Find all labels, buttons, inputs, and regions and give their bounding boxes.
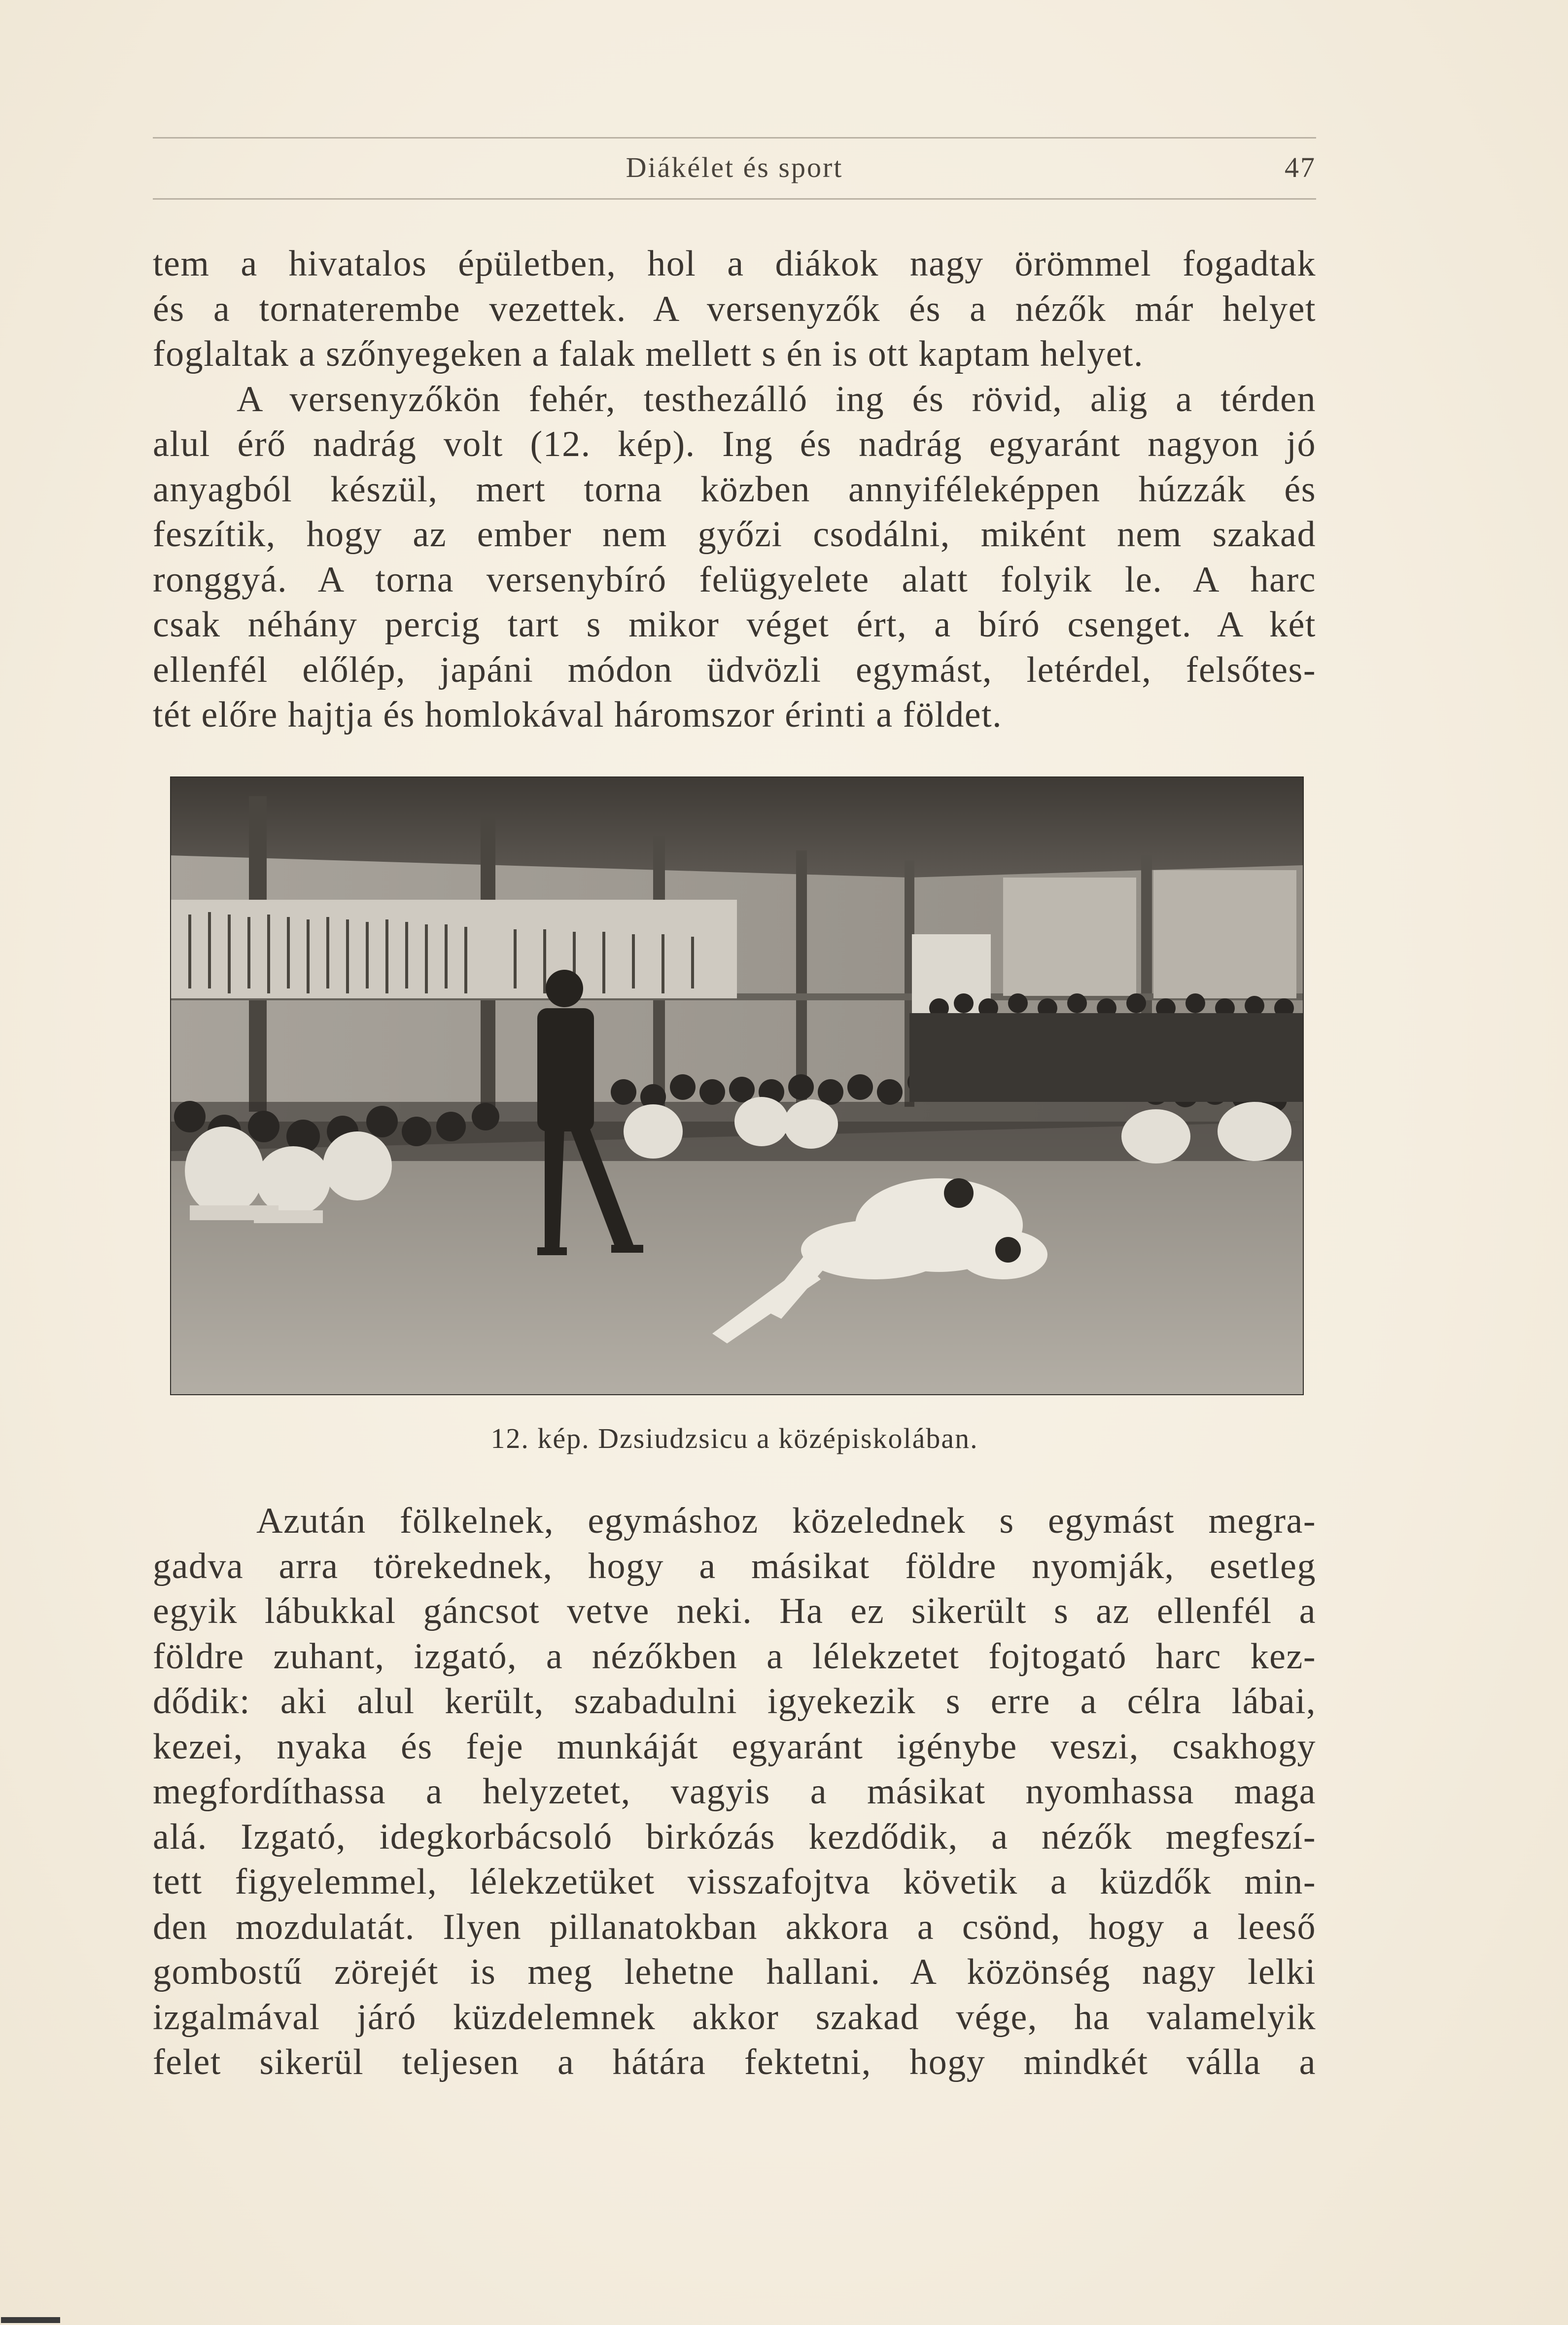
text-line: alul érő nadrág volt (12. kép). Ing és nadrág egyaránt nagyon jó	[153, 424, 1316, 464]
page-number: 47	[1285, 151, 1316, 183]
text-line: foglaltak a szőnyegeken a falak mellett s én is ott kaptam helyet.	[153, 334, 1144, 374]
text-line: tét előre hajtja és homlokával háromszor érinti a földet.	[153, 695, 1003, 735]
text-line: földre zuhant, izgató, a nézőkben a lélekzetet fojtogató harc kez-	[153, 1636, 1316, 1677]
text-line: alá. Izgató, idegkorbácsoló birkózás kezdődik, a nézők megfeszí-	[153, 1816, 1316, 1857]
text-line: ellenfél előlép, japáni módon üdvözli egymást, letérdel, felsőtes-	[153, 649, 1316, 690]
header-rule-bottom	[153, 198, 1316, 200]
text-line: ronggyá. A torna versenybíró felügyelete alatt folyik le. A harc	[153, 559, 1316, 600]
text-line: dődik: aki alul került, szabadulni igyekezik s erre a célra lábai,	[153, 1681, 1316, 1722]
text-line: kezei, nyaka és feje munkáját egyaránt igénybe veszi, csakhogy	[153, 1726, 1316, 1767]
figure-caption: 12. kép. Dzsiudzsicu a középiskolában.	[490, 1422, 978, 1454]
text-line: egyik lábukkal gáncsot vetve neki. Ha ez sikerült s az ellenfél a	[153, 1591, 1316, 1631]
text-line: tem a hivatalos épületben, hol a diákok nagy örömmel fogadtak	[153, 244, 1316, 284]
text-line: tett figyelemmel, lélekzetüket visszafojtva követik a küzdők min-	[153, 1862, 1316, 1902]
text-line: den mozdulatát. Ilyen pillanatokban akkora a csönd, hogy a leeső	[153, 1906, 1316, 1947]
paragraph-2	[153, 1499, 1316, 2085]
text-line: és a tornaterembe vezettek. A versenyzők és a nézők már helyet	[153, 288, 1316, 329]
text-line: anyagból készül, mert torna közben annyiféleképpen húzzák és	[153, 469, 1316, 510]
text-line: felet sikerül teljesen a hátára fektetni, hogy mindkét válla a	[153, 2042, 1316, 2082]
text-line: A versenyzőkön fehér, testhezálló ing és rövid, alig a térden	[237, 379, 1316, 420]
text-line: gombostű zörejét is meg lehetne hallani. A közönség nagy lelki	[153, 1952, 1316, 1992]
running-head	[153, 151, 1316, 190]
digitization-stamp	[1, 2317, 60, 2323]
text-line: feszítik, hogy az ember nem győzi csodálni, miként nem szakad	[153, 514, 1316, 555]
text-line: gadva arra törekednek, hogy a másikat földre nyomják, esetleg	[153, 1546, 1316, 1586]
figure-photograph	[170, 776, 1304, 1395]
text-line: izgalmával járó küzdelemnek akkor szakad vége, ha valamelyik	[153, 1997, 1316, 2038]
running-title: Diákélet és sport	[626, 151, 843, 183]
paragraph-1	[153, 242, 1316, 738]
text-line: Azután fölkelnek, egymáshoz közelednek s egymást megra-	[256, 1501, 1316, 1541]
text-line: csak néhány percig tart s mikor véget ért, a bíró csenget. A két	[153, 604, 1316, 645]
text-line: megfordíthassa a helyzetet, vagyis a másikat nyomhassa maga	[153, 1771, 1316, 1812]
header-rule-top	[153, 137, 1316, 139]
